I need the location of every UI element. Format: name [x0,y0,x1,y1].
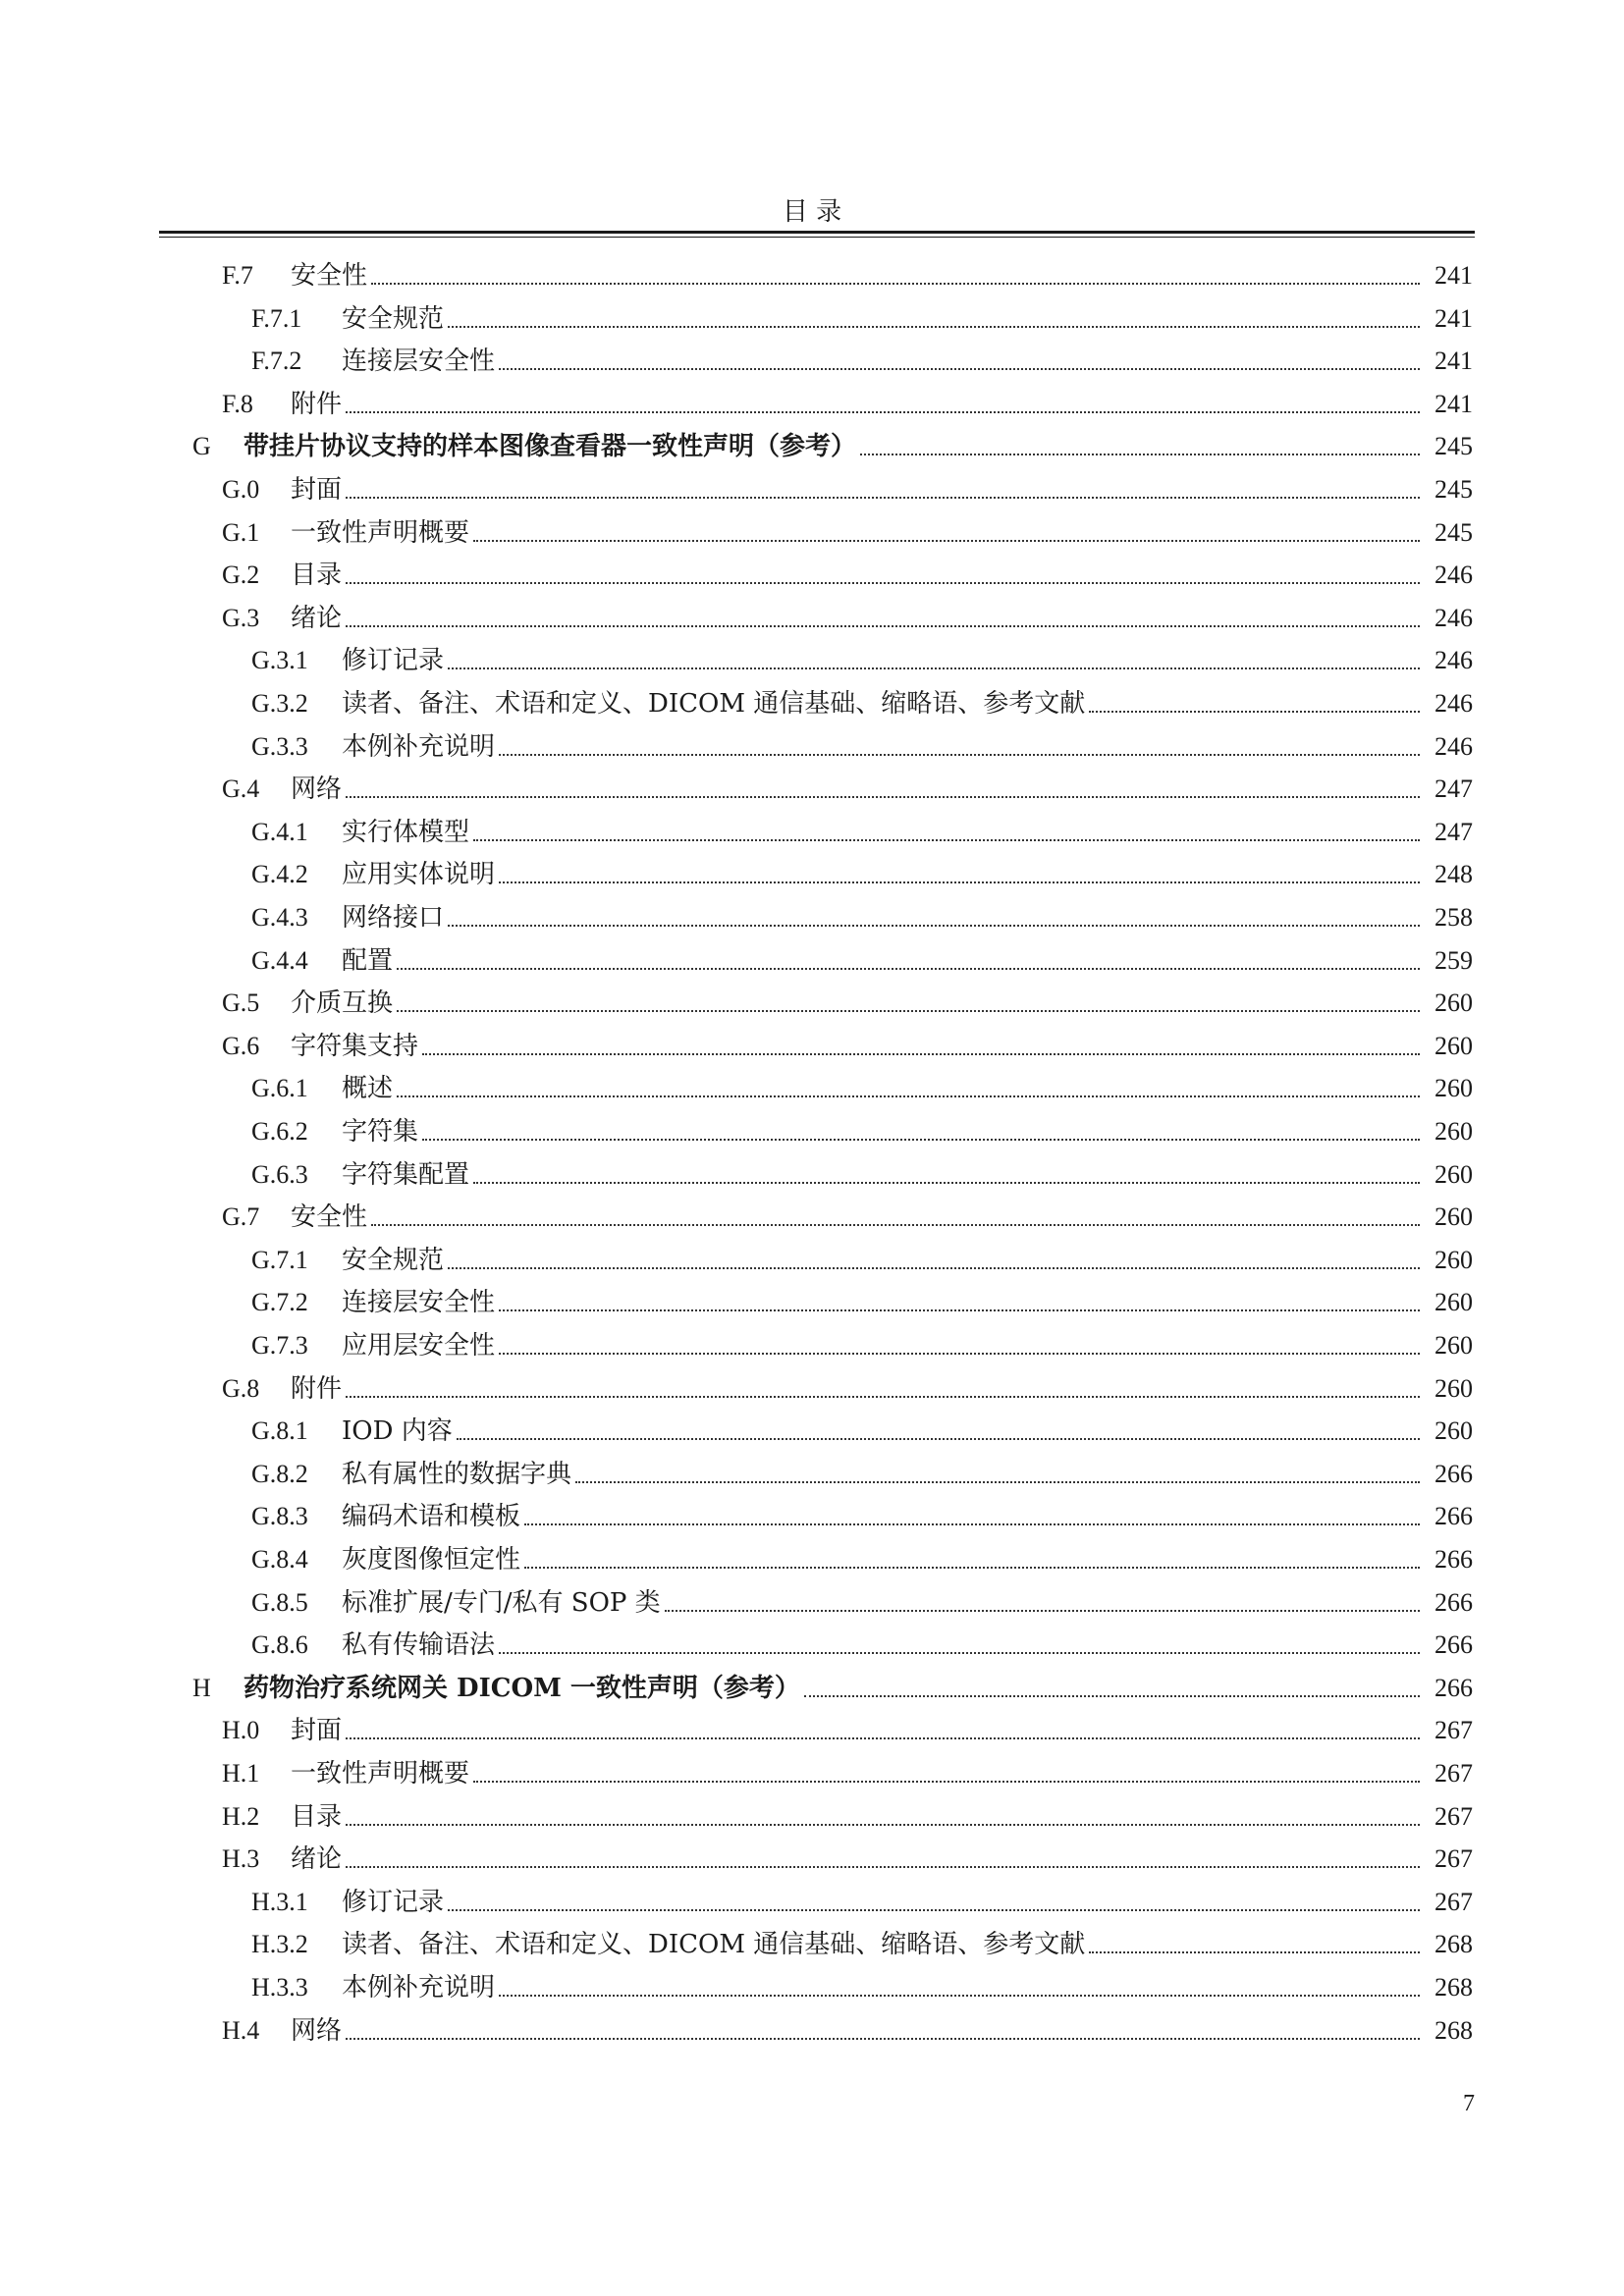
toc-dot-leader [371,1224,1420,1226]
toc-entry-number: G.2 [222,561,260,590]
toc-entry-title: 网络 [291,774,343,805]
toc-entry[interactable] [222,981,1473,1020]
toc-entry-page: 260 [1435,1288,1473,1317]
toc-entry-title: 安全性 [291,1202,368,1233]
toc-entry-page: 260 [1435,1416,1473,1446]
toc-entry-number: G.3 [222,603,260,632]
toc-entry-title: 字符集支持 [291,1031,419,1061]
toc-entry[interactable] [251,1537,1473,1576]
toc-entry-page: 267 [1435,1844,1473,1874]
toc-entry-number: G.3.3 [251,731,308,761]
toc-entry-title: 安全规范 [342,1245,445,1275]
toc-entry-number: G.7.1 [251,1245,308,1274]
toc-entry-title: 实行体模型 [342,817,470,847]
toc-entry[interactable] [222,1751,1473,1790]
toc-entry-title: 连接层安全性 [342,347,496,377]
toc-entry-page: 260 [1435,1074,1473,1103]
toc-dot-leader [499,881,1420,883]
toc-entry-title: 一致性声明概要 [291,517,470,548]
toc-entry[interactable] [222,510,1473,550]
toc-entry-title: 安全规范 [342,303,445,334]
toc-entry[interactable] [251,638,1473,677]
toc-dot-leader [1089,1951,1420,1953]
toc-entry-number: G.7.3 [251,1331,308,1360]
toc-dot-leader [397,1095,1420,1097]
toc-entry-number: G.6.3 [251,1159,308,1189]
toc-entry[interactable] [251,1109,1473,1148]
toc-entry[interactable] [251,1880,1473,1919]
toc-entry[interactable] [222,1794,1473,1834]
toc-entry-page: 246 [1435,731,1473,761]
toc-entry-title: 读者、备注、术语和定义、DICOM 通信基础、缩略语、参考文献 [342,689,1086,719]
toc-entry-page: 245 [1435,475,1473,504]
toc-entry-number: G.3.1 [251,646,308,675]
toc-entry-page: 260 [1435,1373,1473,1403]
toc-entry-page: 267 [1435,1801,1473,1831]
toc-dot-leader [448,1909,1420,1911]
toc-entry-number: H.3.2 [251,1930,308,1959]
toc-entry[interactable] [222,1195,1473,1234]
toc-entry[interactable] [222,553,1473,592]
toc-dot-leader [575,1481,1420,1483]
toc-entry-page: 266 [1435,1587,1473,1617]
header-rule-thin [159,237,1475,238]
toc-entry-page: 260 [1435,1031,1473,1060]
toc-entry[interactable] [251,1452,1473,1491]
toc-entry[interactable] [251,1280,1473,1319]
toc-entry-title: 封面 [291,475,343,505]
toc-dot-leader [346,2038,1420,2040]
toc-entry[interactable] [222,1708,1473,1747]
toc-entry[interactable] [251,1238,1473,1277]
toc-entry-page: 246 [1435,646,1473,675]
toc-dot-leader [473,1182,1420,1184]
toc-entry-title: 一致性声明概要 [291,1759,470,1789]
toc-entry[interactable] [251,1623,1473,1662]
toc-entry[interactable] [222,2008,1473,2048]
toc-entry-number: G.7 [222,1202,260,1232]
toc-entry-number: F.7 [222,261,253,290]
toc-entry-number: G.8.6 [251,1630,308,1660]
toc-entry-number: G.4.3 [251,903,308,932]
toc-entry-number: G.8.1 [251,1416,308,1446]
toc-entry-number: G.6.2 [251,1117,308,1146]
toc-entry-page: 241 [1435,347,1473,376]
toc-entry-title: 本例补充说明 [342,731,496,762]
toc-entry-page: 267 [1435,1759,1473,1788]
toc-entry[interactable] [251,895,1473,934]
toc-entry[interactable] [251,1922,1473,1961]
toc-entry[interactable] [251,724,1473,764]
toc-dot-leader [371,283,1420,285]
toc-dot-leader [346,625,1420,627]
toc-entry-number: H.0 [222,1716,260,1745]
toc-dot-leader [346,582,1420,584]
toc-entry-page: 245 [1435,517,1473,547]
toc-entry-page: 268 [1435,2015,1473,2045]
toc-entry-title: 绪论 [291,1844,343,1875]
toc-entry-title: 安全性 [291,261,368,291]
toc-entry-number: G.6 [222,1031,260,1060]
toc-entry-page: 241 [1435,261,1473,290]
toc-dot-leader [499,1652,1420,1654]
toc-dot-leader [346,1737,1420,1739]
toc-entry[interactable] [251,1323,1473,1362]
toc-entry-title: 封面 [291,1716,343,1746]
toc-entry-number: G.3.2 [251,689,308,718]
toc-dot-leader [448,1267,1420,1269]
toc-dot-leader [524,1567,1420,1569]
toc-dot-leader [457,1438,1420,1440]
toc-entry-page: 266 [1435,1630,1473,1660]
toc-entry[interactable] [222,382,1473,421]
toc-dot-leader [499,1309,1420,1311]
toc-entry-page: 260 [1435,1331,1473,1360]
toc-entry-title: 附件 [291,1373,343,1404]
toc-entry-number: G.8.3 [251,1502,308,1531]
toc-dot-leader [804,1695,1420,1697]
toc-entry-title: 应用层安全性 [342,1331,496,1361]
toc-entry[interactable] [222,467,1473,507]
toc-dot-leader [448,667,1420,669]
toc-entry-title: 网络 [291,2015,343,2046]
toc-entry-title: 药物治疗系统网关 DICOM 一致性声明（参考） [244,1673,800,1703]
toc-entry[interactable] [251,1409,1473,1448]
toc-entry-page: 260 [1435,1245,1473,1274]
toc-entry-number: G.8 [222,1373,260,1403]
toc-dot-leader [499,368,1420,370]
toc-dot-leader [448,326,1420,328]
toc-entry-page: 258 [1435,903,1473,932]
toc-entry-title: 编码术语和模板 [342,1502,521,1532]
toc-entry-page: 268 [1435,1973,1473,2002]
toc-entry-page: 241 [1435,389,1473,418]
toc-dot-leader [499,1353,1420,1355]
toc-dot-leader [397,1010,1420,1012]
toc-entry-number: G.0 [222,475,260,504]
toc-dot-leader [346,497,1420,499]
toc-entry[interactable] [222,596,1473,635]
page-number: 7 [1463,2091,1475,2116]
toc-entry-title: 连接层安全性 [342,1288,496,1318]
toc-entry-number: G.8.2 [251,1459,308,1488]
toc-entry[interactable] [251,1965,1473,2004]
toc-entry-page: 260 [1435,1202,1473,1232]
toc-entry-page: 259 [1435,945,1473,975]
toc-entry[interactable] [222,1024,1473,1063]
toc-entry-title: IOD 内容 [342,1416,453,1447]
toc-entry[interactable] [251,1152,1473,1192]
toc-entry-number: G.4.2 [251,860,308,889]
toc-entry-page: 268 [1435,1930,1473,1959]
toc-entry-title: 目录 [291,561,343,591]
toc-entry-number: G.4.1 [251,817,308,846]
toc-entry-number: F.8 [222,389,253,418]
toc-entry-page: 267 [1435,1887,1473,1916]
toc-entry[interactable] [222,767,1473,806]
toc-entry-page: 266 [1435,1673,1473,1702]
toc-entry-title: 网络接口 [342,903,445,933]
toc-entry-number: G.7.2 [251,1288,308,1317]
toc-dot-leader [397,968,1420,970]
toc-entry-page: 260 [1435,988,1473,1018]
toc-dot-leader [665,1610,1420,1612]
toc-entry-number: G.4.4 [251,945,308,975]
toc-entry[interactable] [192,424,1473,463]
toc-dot-leader [860,454,1420,455]
toc-entry-title: 目录 [291,1801,343,1832]
toc-entry-title: 本例补充说明 [342,1973,496,2002]
toc-entry[interactable] [222,1837,1473,1876]
toc-dot-leader [499,1995,1420,1997]
toc-entry-page: 241 [1435,303,1473,333]
toc-entry-title: 概述 [342,1074,394,1104]
toc-entry-title: 标准扩展/专门/私有 SOP 类 [342,1587,661,1618]
toc-entry-page: 246 [1435,689,1473,718]
toc-entry-page: 266 [1435,1502,1473,1531]
toc-entry-page: 266 [1435,1545,1473,1574]
toc-entry-title: 灰度图像恒定性 [342,1545,521,1575]
toc-entry-page: 266 [1435,1459,1473,1488]
toc-entry-title: 读者、备注、术语和定义、DICOM 通信基础、缩略语、参考文献 [342,1930,1086,1960]
toc-entry[interactable] [251,681,1473,721]
toc-entry-page: 245 [1435,432,1473,461]
toc-entry-number: H.3 [222,1844,260,1874]
toc-entry-title: 介质互换 [291,988,394,1019]
toc-entry[interactable] [251,938,1473,978]
toc-entry-number: H.3.1 [251,1887,308,1916]
toc-dot-leader [422,1053,1420,1055]
toc-entry-title: 绪论 [291,603,343,633]
toc-entry-title: 应用实体说明 [342,860,496,890]
toc-entry-number: G.6.1 [251,1074,308,1103]
toc-entry-number: F.7.2 [251,347,302,376]
toc-entry-page: 247 [1435,774,1473,804]
toc-dot-leader [499,754,1420,756]
toc-entry[interactable] [192,1666,1473,1705]
toc-entry[interactable] [222,1366,1473,1406]
toc-entry-number: G.5 [222,988,260,1018]
toc-entry-number: H.2 [222,1801,260,1831]
header-rule-thick [159,231,1475,234]
toc-entry-page: 246 [1435,561,1473,590]
toc-entry-title: 带挂片协议支持的样本图像查看器一致性声明（参考） [244,432,857,462]
toc-dot-leader [448,925,1420,927]
toc-entry-title: 私有传输语法 [342,1630,496,1661]
toc-entry-title: 字符集 [342,1117,419,1147]
toc-entry[interactable] [251,1494,1473,1533]
toc-dot-leader [346,411,1420,413]
toc-entry-number: H.1 [222,1759,260,1788]
toc-entry-page: 260 [1435,1117,1473,1146]
toc-entry[interactable] [251,339,1473,378]
toc-dot-leader [422,1139,1420,1141]
toc-entry[interactable] [251,810,1473,849]
toc-entry[interactable] [251,296,1473,336]
toc-dot-leader [346,1866,1420,1868]
toc-entry-page: 246 [1435,603,1473,632]
toc-dot-leader [473,540,1420,542]
toc-entry-number: G.4 [222,774,260,804]
toc-entry-number: G [192,432,211,461]
toc-entry-title: 配置 [342,945,394,976]
toc-entry[interactable] [222,253,1473,293]
page-header-title: 目 录 [782,197,842,227]
toc-entry-title: 修订记录 [342,1887,445,1917]
toc-entry-number: H [192,1673,211,1702]
toc-entry-number: H.4 [222,2015,260,2045]
toc-entry-page: 260 [1435,1159,1473,1189]
toc-entry[interactable] [251,852,1473,891]
toc-dot-leader [346,796,1420,798]
toc-entry-number: H.3.3 [251,1973,308,2002]
toc-entry-number: G.8.5 [251,1587,308,1617]
toc-entry-page: 248 [1435,860,1473,889]
toc-entry-number: F.7.1 [251,303,302,333]
toc-entry-title: 附件 [291,389,343,419]
toc-dot-leader [346,1824,1420,1826]
toc-dot-leader [473,1781,1420,1783]
toc-entry-title: 私有属性的数据字典 [342,1459,572,1489]
toc-dot-leader [1089,711,1420,713]
toc-entry-page: 247 [1435,817,1473,846]
toc-entry-title: 修订记录 [342,646,445,676]
toc-entry-title: 字符集配置 [342,1159,470,1190]
toc-dot-leader [346,1396,1420,1398]
toc-entry[interactable] [251,1066,1473,1105]
toc-entry[interactable] [251,1580,1473,1620]
toc-dot-leader [524,1523,1420,1525]
toc-entry-number: G.1 [222,517,260,547]
toc-entry-page: 267 [1435,1716,1473,1745]
toc-entry-number: G.8.4 [251,1545,308,1574]
toc-dot-leader [473,839,1420,841]
